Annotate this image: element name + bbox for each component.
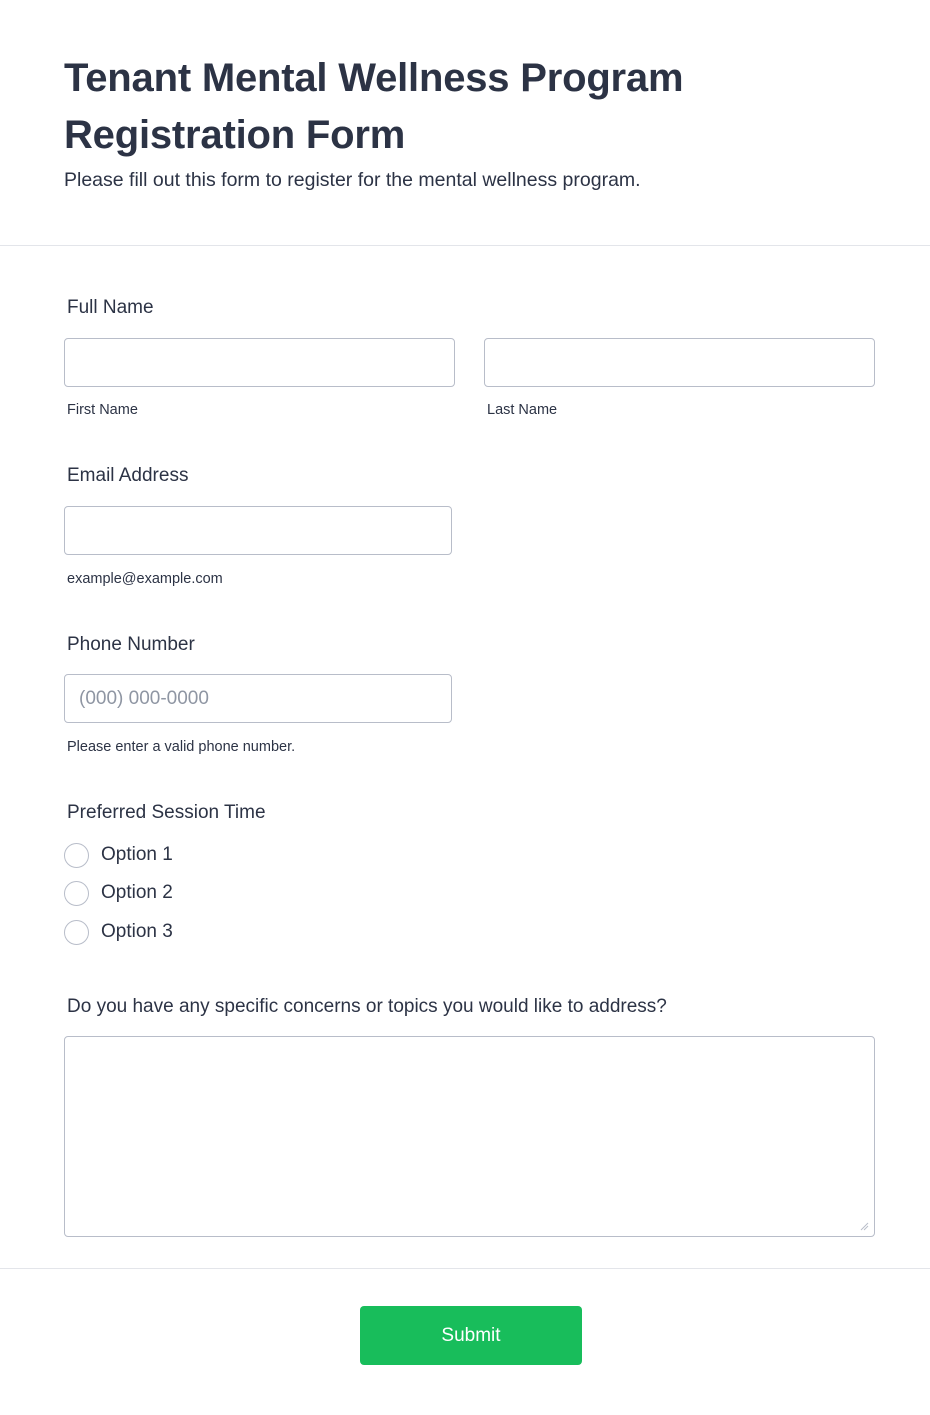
page-title: Tenant Mental Wellness Program Registration Form (64, 56, 684, 157)
email-input[interactable] (64, 506, 452, 555)
concerns-label: Do you have any specific concerns or topics you would like to address? (67, 996, 667, 1017)
first-name-sublabel: First Name (67, 402, 138, 418)
session-time-label: Preferred Session Time (67, 802, 266, 823)
phone-label: Phone Number (67, 634, 195, 655)
radio-label: Option 3 (101, 921, 173, 942)
first-name-input[interactable] (64, 338, 455, 387)
full-name-label: Full Name (67, 297, 154, 318)
radio-label: Option 2 (101, 882, 173, 903)
radio-button[interactable] (64, 881, 89, 906)
resize-handle-icon[interactable] (859, 1221, 869, 1231)
last-name-input[interactable] (484, 338, 875, 387)
last-name-sublabel: Last Name (487, 402, 558, 418)
email-sublabel: example@example.com (67, 571, 223, 587)
form-header (0, 0, 930, 246)
phone-sublabel: Please enter a valid phone number. (67, 739, 296, 755)
session-option-3[interactable] (64, 919, 173, 945)
session-option-1[interactable] (64, 842, 173, 868)
submit-button[interactable]: Submit (360, 1306, 582, 1365)
email-label: Email Address (67, 465, 189, 486)
footer-divider (0, 1268, 930, 1269)
radio-button[interactable] (64, 920, 89, 945)
radio-label: Option 1 (101, 844, 173, 865)
radio-button[interactable] (64, 843, 89, 868)
phone-input[interactable] (64, 674, 452, 723)
concerns-textarea[interactable] (64, 1036, 875, 1237)
session-option-2[interactable] (64, 880, 173, 906)
page-subtitle: Please fill out this form to register for the mental wellness program. (64, 169, 641, 191)
